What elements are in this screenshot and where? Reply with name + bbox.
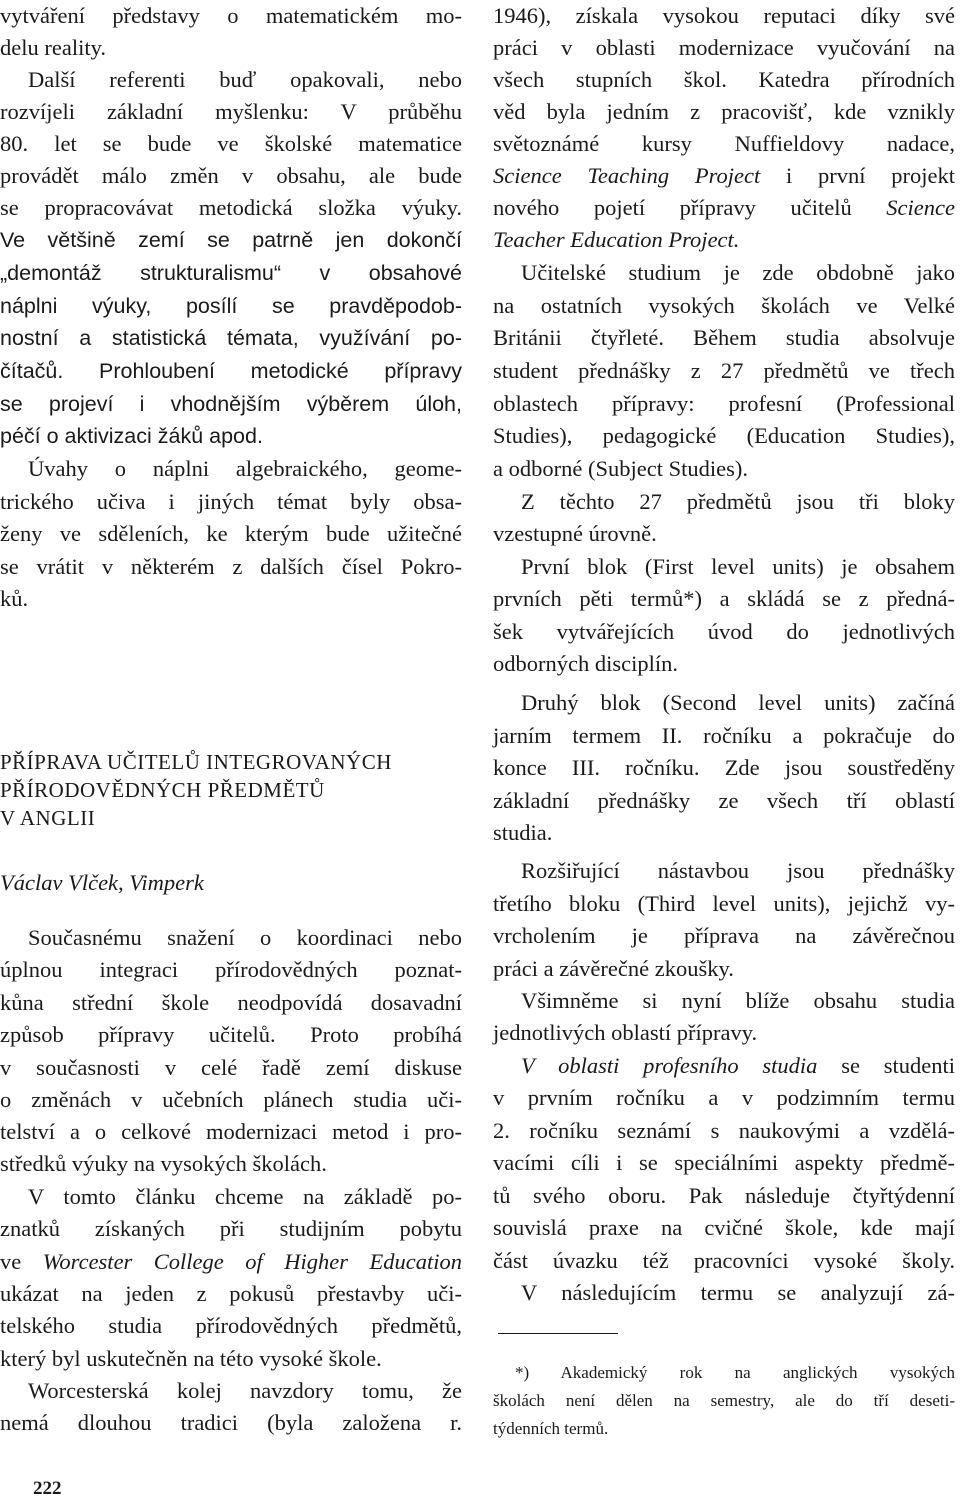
text-line: Studies), pedagogické (Education Studies), [493,423,955,448]
text-line: část úvazku též pracovníci vysoké školy. [493,1248,955,1273]
text-line: čítačů. Prohloubení metodické přípravy [0,359,462,383]
text-line: se vrátit v některém z dalších čísel Pokro- [0,554,462,579]
text-line: způsob přípravy učitelů. Proto probíhá [0,1022,462,1047]
section-phrase: V oblasti profesního studia [521,1053,818,1078]
text-line [0,1246,462,1278]
footnote-line: týdenních termů. [493,1419,609,1438]
text-line: a odborné (Subject Studies). [493,456,748,481]
text-line: Současnému snažení o koordinaci nebo [28,925,462,950]
text-line: vrcholením je příprava na závěrečnou [493,923,955,948]
text-line: nostní a statistická témata, využívání po- [0,326,462,350]
footnote-divider [498,1333,618,1334]
text-line: prvních pěti termů*) a skládá se z předná- [493,586,955,611]
text-line: V tomto článku chceme na základě po- [28,1184,462,1209]
text-line: Z těchto 27 předmětů jsou tři bloky [521,489,955,514]
text-line: ženy ve sděleních, ke kterým bude užitečné [0,521,462,546]
text-line: jednotlivých oblastí přípravy. [493,1020,758,1045]
text-line: v prvním ročníku a v podzimním termu [493,1085,955,1110]
text-line: péčí o aktivizaci žáků apod. [0,424,263,448]
text-line: 2. ročníku seznámí s naukovými a vzdělá- [493,1118,955,1143]
text-span: nového pojetí přípravy učitelů [493,195,887,220]
project-name: Teacher Education Project. [493,227,740,252]
text-line [493,224,955,256]
footnote-line: *) Akademický rok na anglických vysokých [515,1363,955,1382]
text-line: Rozšiřující nástavbou jsou přednášky [521,858,955,883]
text-line: student přednášky z 27 předmětů ve třech [493,358,955,383]
text-line: studia. [493,820,553,845]
text-line: vzestupné úrovně. [493,521,657,546]
text-span: se studenti [817,1053,955,1078]
text-line: práci v oblasti modernizace vyučování na [493,35,955,60]
text-line [493,160,955,192]
text-line: provádět málo změn v obsahu, ale bude [0,163,462,188]
text-line: vytváření představy o matematickém mo- [0,3,462,28]
text-line: všech stupních škol. Katedra přírodních [493,67,955,92]
text-line: ků. [0,586,29,611]
text-line: Úvahy o náplni algebraického, geome- [28,456,462,481]
text-line: Učitelské studium je zde obdobně jako [521,260,955,285]
text-line: znatků získaných při studijním pobytu [0,1216,462,1241]
author-name: Václav Vlček, Vimperk [0,870,204,895]
project-name: Science Teaching Project [493,163,761,188]
project-name: Science [886,195,955,220]
text-line: trického učiva i jiných témat byly obsa- [0,489,462,514]
text-line: „demontáž strukturalismu“ v obsahové [0,261,462,285]
text-line: středků výuky na vysokých školách. [0,1151,327,1176]
text-line: delu reality. [0,35,106,60]
text-line: 80. let se bude ve školské matematice [0,131,462,156]
text-line: o změnách v učebních plánech studia uči- [0,1087,462,1112]
text-span: i první projekt [760,163,955,188]
text-line: Británii čtyřleté. Během studia absolvuje [493,325,955,350]
text-line: kůna střední škole neodpovídá dosavadní [0,990,462,1015]
text-line: ukázat na jeden z pokusů přestavby uči- [0,1281,462,1306]
text-line [493,1050,955,1082]
article-heading: V ANGLII [0,806,96,830]
text-line: 1946), získala vysokou reputaci díky své [493,3,955,28]
article-heading: PŘÍRODOVĚDNÝCH PŘEDMĚTŮ [0,778,325,802]
text-span: ve [0,1249,43,1274]
text-line: oblastech přípravy: profesní (Professional [493,391,955,416]
text-line: se projeví i vhodnějším výběrem úloh, [0,392,462,416]
text-line: První blok (First level units) je obsahem [521,554,955,579]
text-line: v současnosti v celé řadě zemí diskuse [0,1055,462,1080]
text-line: světoznámé kursy Nuffieldovy nadace, [493,131,955,156]
text-line: konce III. ročníku. Zde jsou soustředěny [493,755,955,780]
article-heading: PŘÍPRAVA UČITELŮ INTEGROVANÝCH [0,750,392,774]
text-line: se propracovávat metodická složka výuky. [0,195,462,220]
footnote-line: školách není dělen na semestry, ale do tří deseti- [493,1391,955,1410]
page-number: 222 [33,1478,62,1499]
text-line: náplni výuky, posílí se pravděpodob- [0,294,462,318]
text-line: práci a závěrečné zkoušky. [493,956,734,981]
text-line: na ostatních vysokých školách ve Velké [493,293,955,318]
text-line: souvislá praxe na cvičné škole, kde mají [493,1215,955,1240]
text-line: Druhý blok (Second level units) začíná [521,690,955,715]
text-line: V následujícím termu se analyzují zá- [521,1280,955,1305]
text-line: Další referenti buď opakovali, nebo [28,67,462,92]
text-line [493,192,955,224]
text-line: jarním termem II. ročníku a pokračuje do [493,723,955,748]
text-line: třetího bloku (Third level units), jejichž vy- [493,891,955,916]
text-line: tů svého oboru. Pak následuje čtyřtýdenní [493,1183,955,1208]
college-name: Worcester College of Higher Education [42,1249,462,1274]
text-line: věd byla jedním z pracovišť, kde vznikly [493,99,955,124]
author-byline [0,867,462,899]
text-line: odborných disciplín. [493,651,678,676]
text-line: který byl uskutečněn na této vysoké škole. [0,1346,382,1371]
text-line: nemá dlouhou tradici (byla založena r. [0,1410,462,1435]
text-line: rozvíjeli základní myšlenku: V průběhu [0,99,462,124]
text-line: Worcesterská kolej navzdory tomu, že [28,1378,462,1403]
text-line: Všimněme si nyní blíže obsahu studia [521,988,955,1013]
text-line: telského studia přírodovědných předmětů, [0,1313,462,1338]
text-line: úplnou integraci přírodovědných poznat- [0,957,462,982]
text-line: základní přednášky ze všech tří oblastí [493,788,955,813]
text-line: šek vytvářejících úvod do jednotlivých [493,619,955,644]
text-line: telství a o celkové modernizaci metod i pro- [0,1119,462,1144]
text-line: Ve většině zemí se patrně jen dokončí [0,228,462,252]
text-line: vacími cíli i se speciálními aspekty předmě- [493,1150,955,1175]
